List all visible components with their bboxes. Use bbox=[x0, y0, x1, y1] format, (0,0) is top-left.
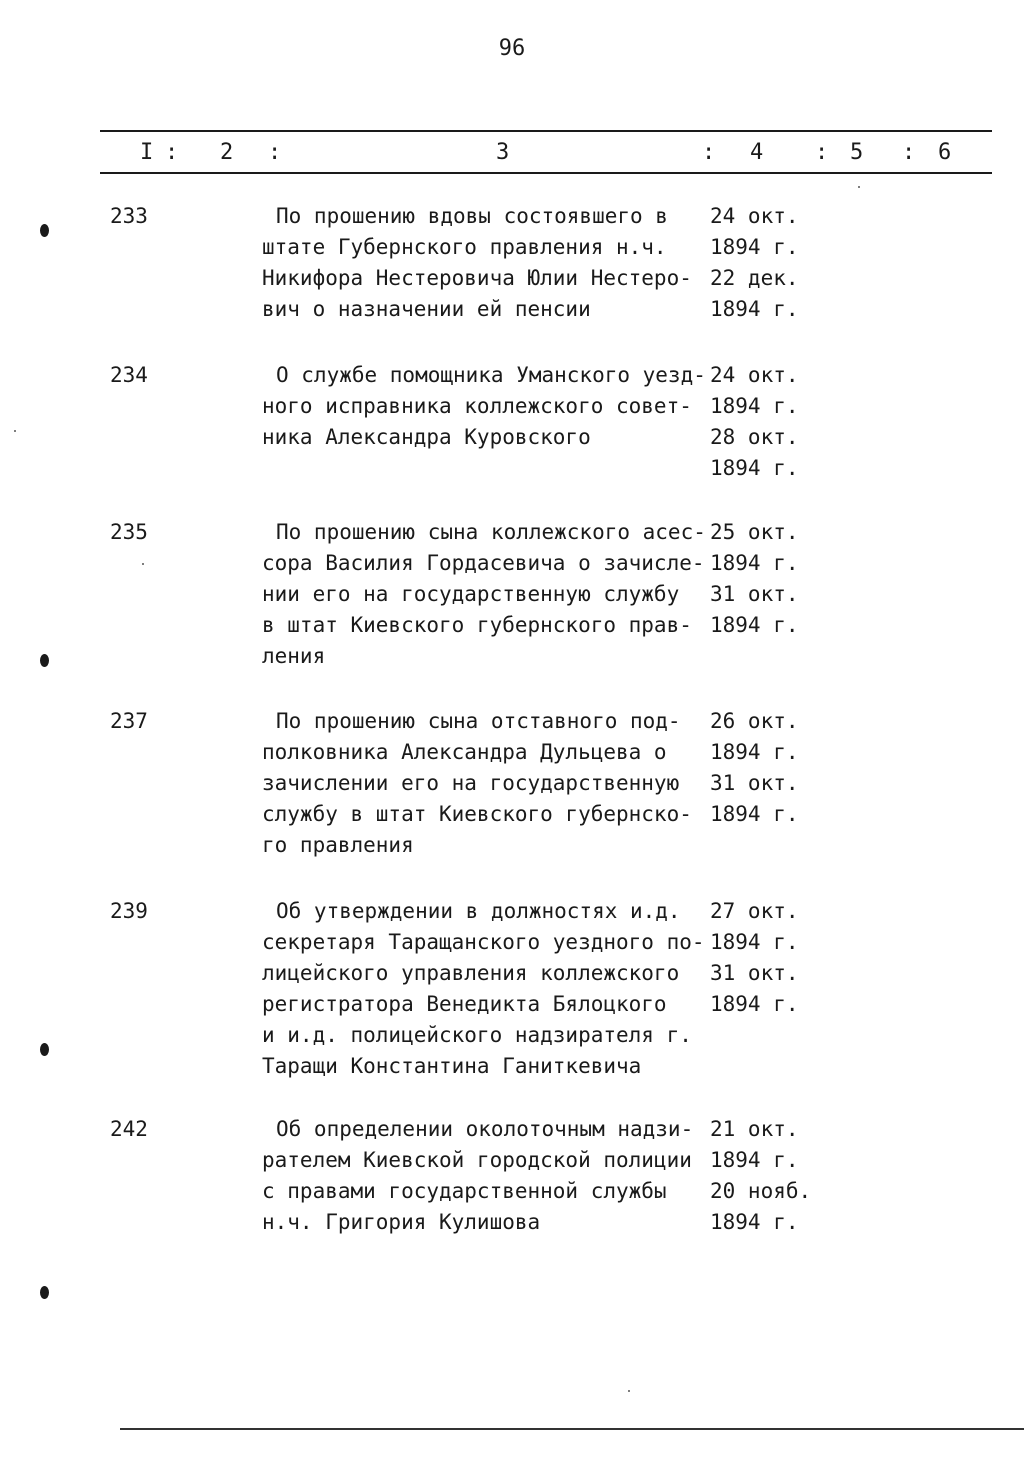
entry-text-line: Таращи Константина Ганиткевича bbox=[262, 1054, 642, 1078]
entry-text bbox=[262, 517, 712, 672]
entry-date-line: 28 окт. bbox=[710, 425, 799, 449]
entry-text-line: службу в штат Киевского губернско- bbox=[262, 802, 692, 826]
entry-text-line: с правами государственной службы bbox=[262, 1179, 667, 1203]
entry-text-line: Об утверждении в должностях и.д. bbox=[276, 899, 681, 923]
entry-date-line: 1894 г. bbox=[710, 1210, 799, 1234]
entry-date-line: 1894 г. bbox=[710, 394, 799, 418]
entry-date-line: 20 нояб. bbox=[710, 1179, 812, 1203]
page-number: 96 bbox=[498, 36, 526, 61]
column-separator: : bbox=[268, 140, 282, 165]
entry-text-line: ного исправника коллежского совет- bbox=[262, 394, 692, 418]
entry-date-line: 1894 г. bbox=[710, 235, 799, 259]
entry-dates bbox=[710, 896, 820, 1020]
entry-text-line: полковника Александра Дульцева о bbox=[262, 740, 667, 764]
column-header-1: I bbox=[140, 140, 154, 165]
entry-number: 239 bbox=[110, 899, 148, 923]
entry-text-line: вич о назначении ей пенсии bbox=[262, 297, 591, 321]
page-bottom-line bbox=[120, 1428, 1024, 1430]
entry-number: 242 bbox=[110, 1117, 148, 1141]
entry-date-line: 1894 г. bbox=[710, 930, 799, 954]
entry-date-line: 31 окт. bbox=[710, 771, 799, 795]
entry-text-line: нии его на государственную службу bbox=[262, 582, 680, 606]
scan-speck bbox=[858, 186, 860, 188]
entry-date-line: 1894 г. bbox=[710, 613, 799, 637]
entry-text bbox=[262, 201, 712, 325]
entry-date-line: 24 окт. bbox=[710, 204, 799, 228]
scan-speck bbox=[14, 430, 16, 432]
entry-date-line: 21 окт. bbox=[710, 1117, 799, 1141]
entry-text-line: Об определении околоточным надзи- bbox=[276, 1117, 694, 1141]
entry-text-line: По прошению сына отставного под- bbox=[276, 709, 681, 733]
entry-text-line: н.ч. Григория Кулишова bbox=[262, 1210, 541, 1234]
column-header-3: 3 bbox=[496, 140, 510, 165]
scan-speck bbox=[628, 1390, 630, 1392]
entry-date-line: 24 окт. bbox=[710, 363, 799, 387]
entry-text-line: По прошению вдовы состоявшего в bbox=[276, 204, 668, 228]
column-header-4: 4 bbox=[750, 140, 764, 165]
entry-text bbox=[262, 706, 712, 861]
entry-text-line: ления bbox=[262, 644, 326, 668]
entry-date-line: 31 окт. bbox=[710, 961, 799, 985]
entry-dates bbox=[710, 360, 820, 484]
entry-number: 234 bbox=[110, 363, 148, 387]
entry-date-line: 1894 г. bbox=[710, 992, 799, 1016]
entry-dates bbox=[710, 517, 820, 641]
entry-text-line: штате Губернского правления н.ч. bbox=[262, 235, 667, 259]
entry-date-line: 1894 г. bbox=[710, 456, 799, 480]
column-separator: : bbox=[702, 140, 716, 165]
column-header-5: 5 bbox=[850, 140, 864, 165]
binder-hole bbox=[40, 1043, 49, 1056]
entry-date-line: 27 окт. bbox=[710, 899, 799, 923]
entry-text bbox=[262, 1114, 712, 1238]
entry-text-line: зачислении его на государственную bbox=[262, 771, 680, 795]
entry-date-line: 31 окт. bbox=[710, 582, 799, 606]
column-header-row bbox=[0, 138, 1024, 168]
entry-text-line: Никифора Нестеровича Юлии Нестеро- bbox=[262, 266, 692, 290]
entry-text-line: регистратора Венедикта Бялоцкого bbox=[262, 992, 667, 1016]
entry-date-line: 26 окт. bbox=[710, 709, 799, 733]
entry-date-line: 1894 г. bbox=[710, 802, 799, 826]
entry-dates bbox=[710, 1114, 820, 1238]
binder-hole bbox=[40, 654, 49, 667]
entry-text-line: и и.д. полицейского надзирателя г. bbox=[262, 1023, 692, 1047]
binder-hole bbox=[40, 224, 49, 237]
entry-text-line: лицейского управления коллежского bbox=[262, 961, 680, 985]
binder-hole bbox=[40, 1286, 49, 1299]
scan-speck bbox=[142, 563, 144, 565]
entry-date-line: 25 окт. bbox=[710, 520, 799, 544]
entry-date-line: 1894 г. bbox=[710, 1148, 799, 1172]
column-separator: : bbox=[165, 140, 179, 165]
entry-number: 237 bbox=[110, 709, 148, 733]
entry-text-line: сора Василия Гордасевича о зачисле- bbox=[262, 551, 705, 575]
header-rule-top bbox=[100, 130, 992, 132]
header-rule-bottom bbox=[100, 172, 992, 174]
entry-date-line: 1894 г. bbox=[710, 740, 799, 764]
entry-text bbox=[262, 896, 712, 1082]
entry-text-line: секретаря Таращанского уездного по- bbox=[262, 930, 705, 954]
entry-text-line: го правления bbox=[262, 833, 414, 857]
entry-date-line: 1894 г. bbox=[710, 551, 799, 575]
column-header-6: 6 bbox=[938, 140, 952, 165]
entry-date-line: 1894 г. bbox=[710, 297, 799, 321]
entry-dates bbox=[710, 706, 820, 830]
column-separator: : bbox=[902, 140, 916, 165]
entry-text-line: По прошению сына коллежского асес- bbox=[276, 520, 706, 544]
entry-number: 235 bbox=[110, 520, 148, 544]
column-header-2: 2 bbox=[220, 140, 234, 165]
entry-dates bbox=[710, 201, 820, 325]
entry-text-line: рателем Киевской городской полиции bbox=[262, 1148, 692, 1172]
entry-date-line: 22 дек. bbox=[710, 266, 799, 290]
entry-text-line: в штат Киевского губернского прав- bbox=[262, 613, 692, 637]
entry-text-line: О службе помощника Уманского уезд- bbox=[276, 363, 706, 387]
entry-text-line: ника Александра Куровского bbox=[262, 425, 591, 449]
entry-text bbox=[262, 360, 712, 453]
entry-number: 233 bbox=[110, 204, 148, 228]
column-separator: : bbox=[815, 140, 829, 165]
